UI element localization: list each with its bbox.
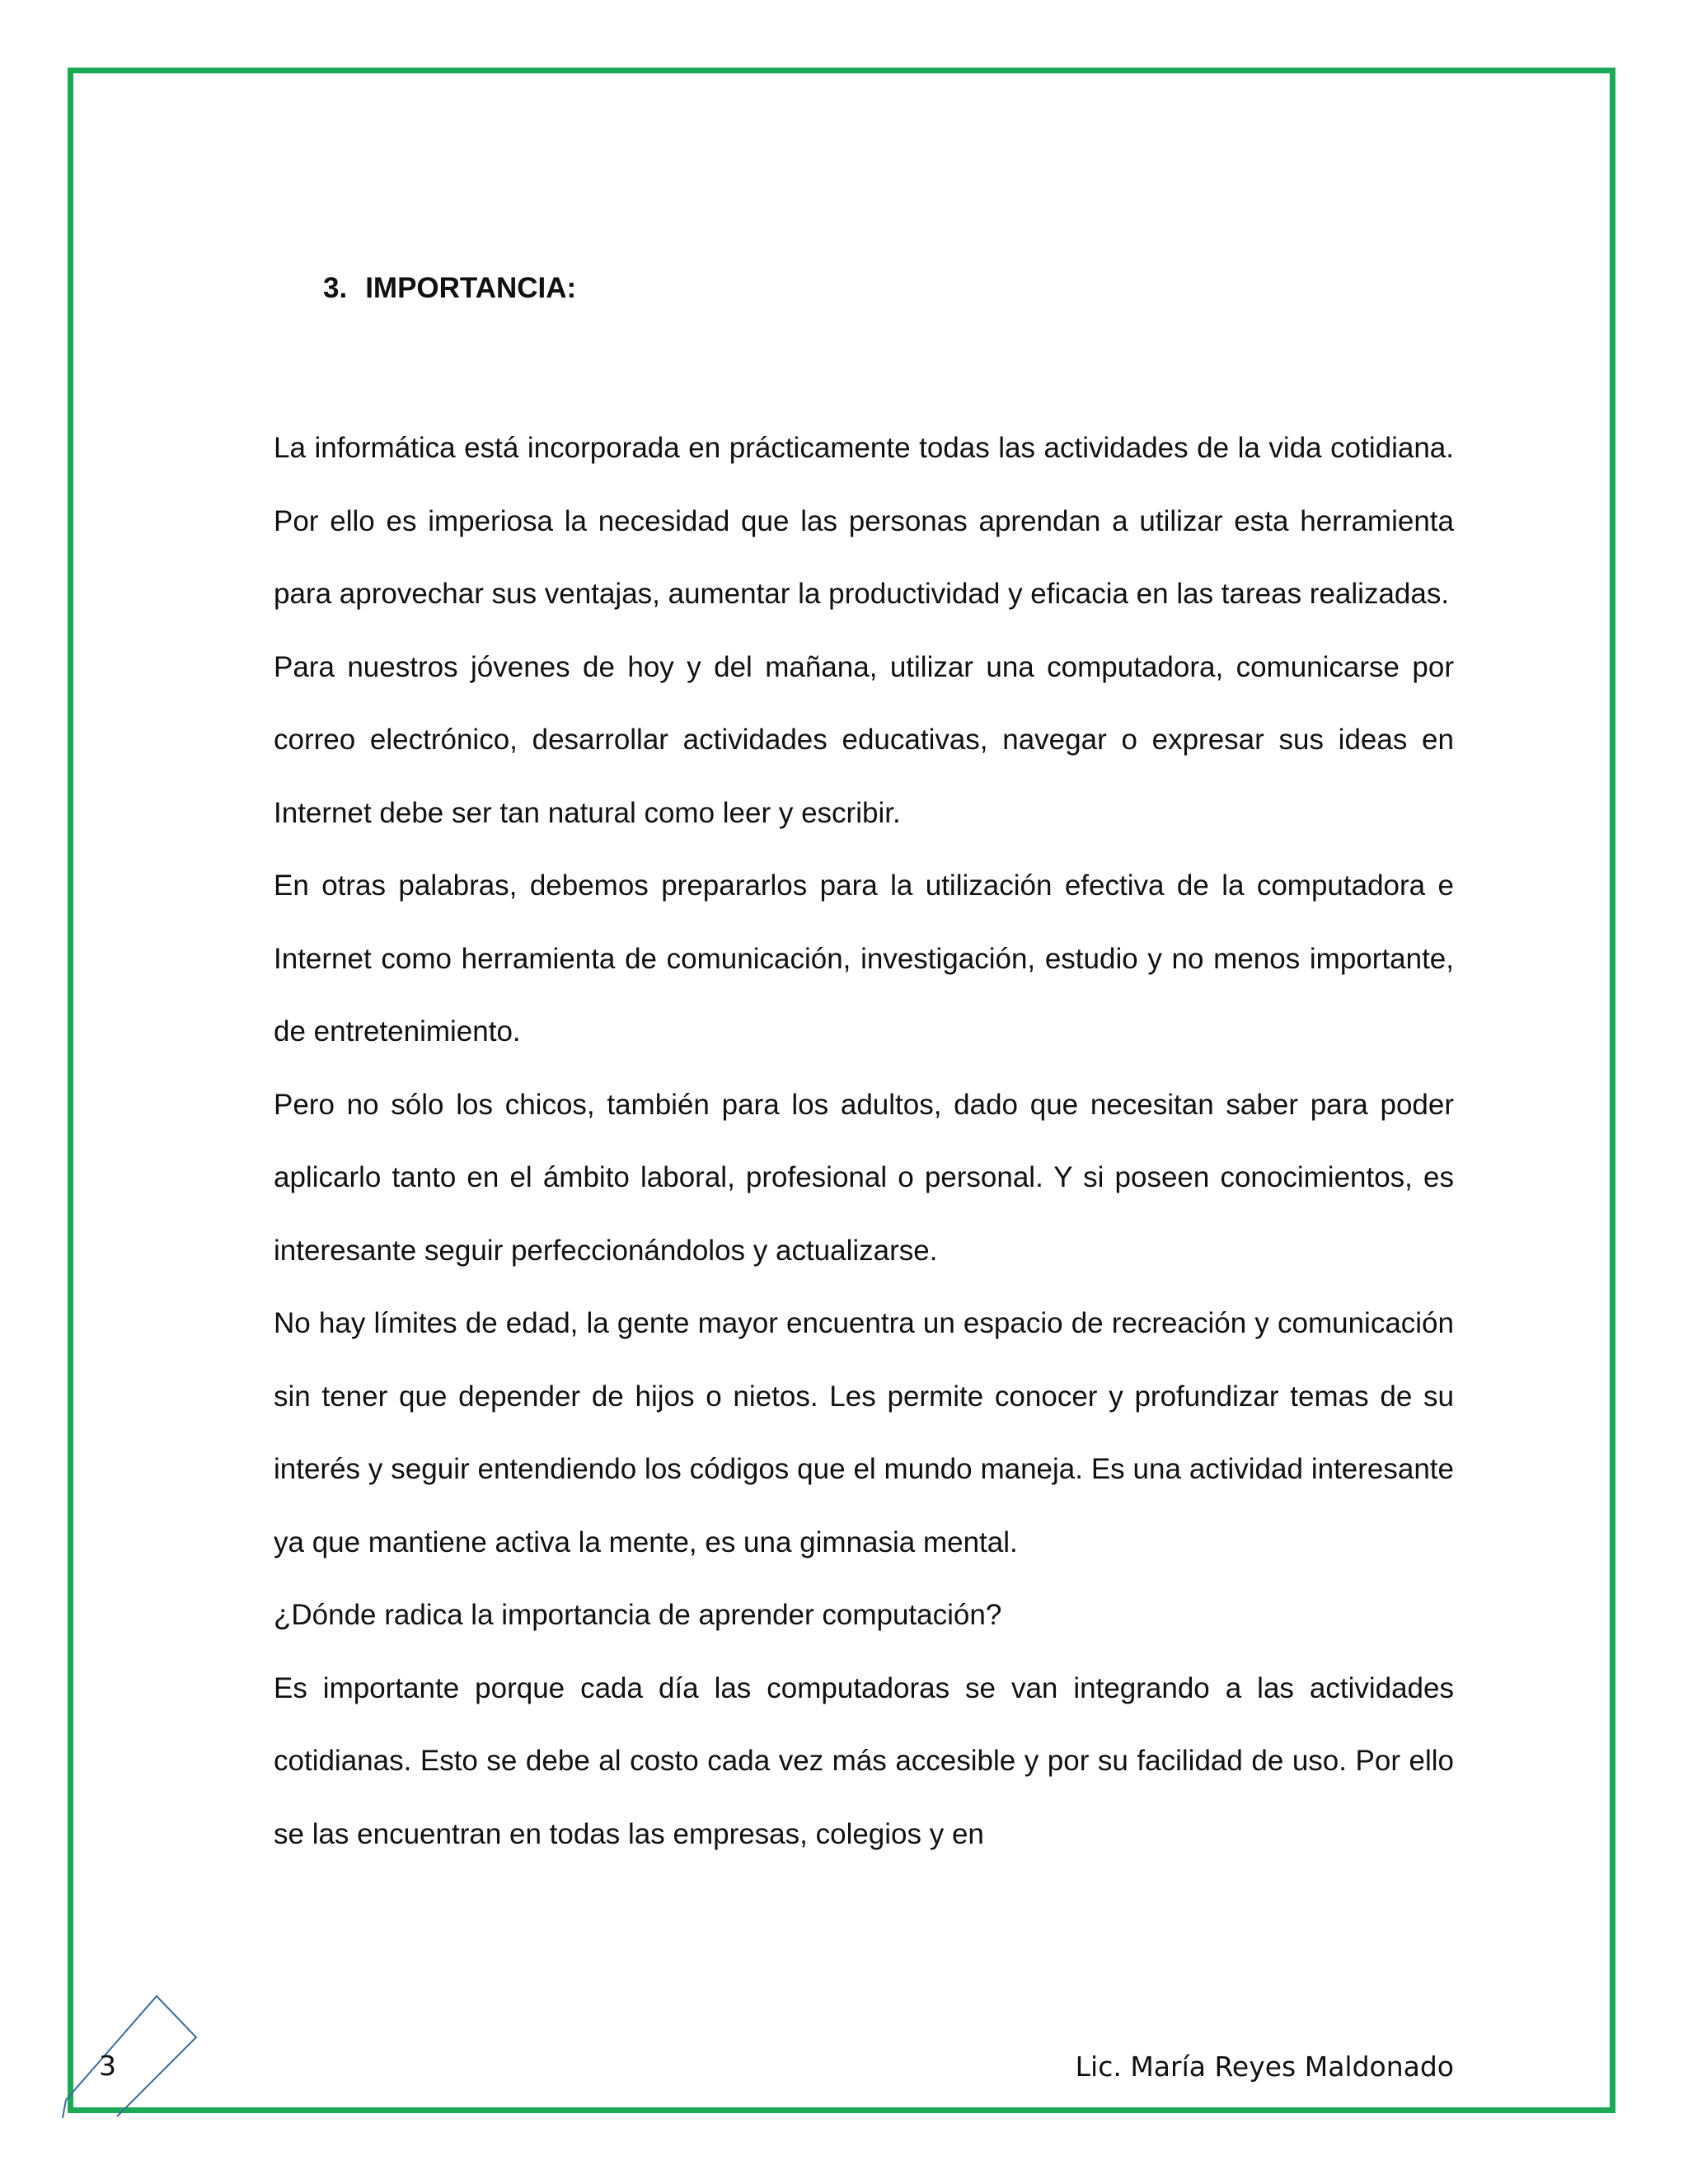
paragraph: Para nuestros jóvenes de hoy y del mañana, utilizar una computadora, comunicarse por correo electrónico, desarrollar actividades educativas, navegar o expresar sus ideas en Internet debe ser tan natural como leer y escribir. — [274, 650, 1454, 829]
paragraph: ¿Dónde radica la importancia de aprender computación? — [274, 1599, 1002, 1631]
section-number: 3. — [323, 272, 348, 304]
paragraph: Es importante porque cada día las computadoras se van integrando a las actividades cotidianas. Esto se debe al costo cada vez más accesible y por su facilidad de uso. Por ello se las encuentran en todas las empresas, colegios y en — [274, 1671, 1454, 1850]
paragraph: La informática está incorporada en prácticamente todas las actividades de la vida cotidiana. Por ello es imperiosa la necesidad que las personas aprendan a utilizar esta herramienta para aprovechar sus ventajas, aumentar la productividad y eficacia en las tareas realizadas. — [274, 432, 1454, 610]
paragraph: No hay límites de edad, la gente mayor encuentra un espacio de recreación y comunicación sin tener que depender de hijos o nietos. Les permite conocer y profundizar temas de su interés y seguir entendiendo los códigos que el mundo maneja. Es una actividad interesante ya que mantiene activa la mente, es una gimnasia mental. — [274, 1307, 1454, 1558]
body-text — [274, 412, 1454, 1871]
section-heading — [323, 272, 576, 305]
paragraph: Pero no sólo los chicos, también para los adultos, dado que necesitan saber para poder aplicarlo tanto en el ámbito laboral, profesional o personal. Y si poseen conocimientos, es interesante seguir perfeccionándolos y actualizarse. — [274, 1088, 1454, 1267]
footer-author: Lic. María Reyes Maldonado — [1075, 2050, 1454, 2083]
page-corner-decoration — [61, 1986, 206, 2118]
paragraph: En otras palabras, debemos prepararlos para la utilización efectiva de la computadora e Internet como herramienta de comunicación, investigación, estudio y no menos importante, de entretenimiento. — [274, 869, 1454, 1047]
page-number: 3 — [99, 2050, 116, 2082]
section-title: IMPORTANCIA: — [365, 272, 577, 304]
